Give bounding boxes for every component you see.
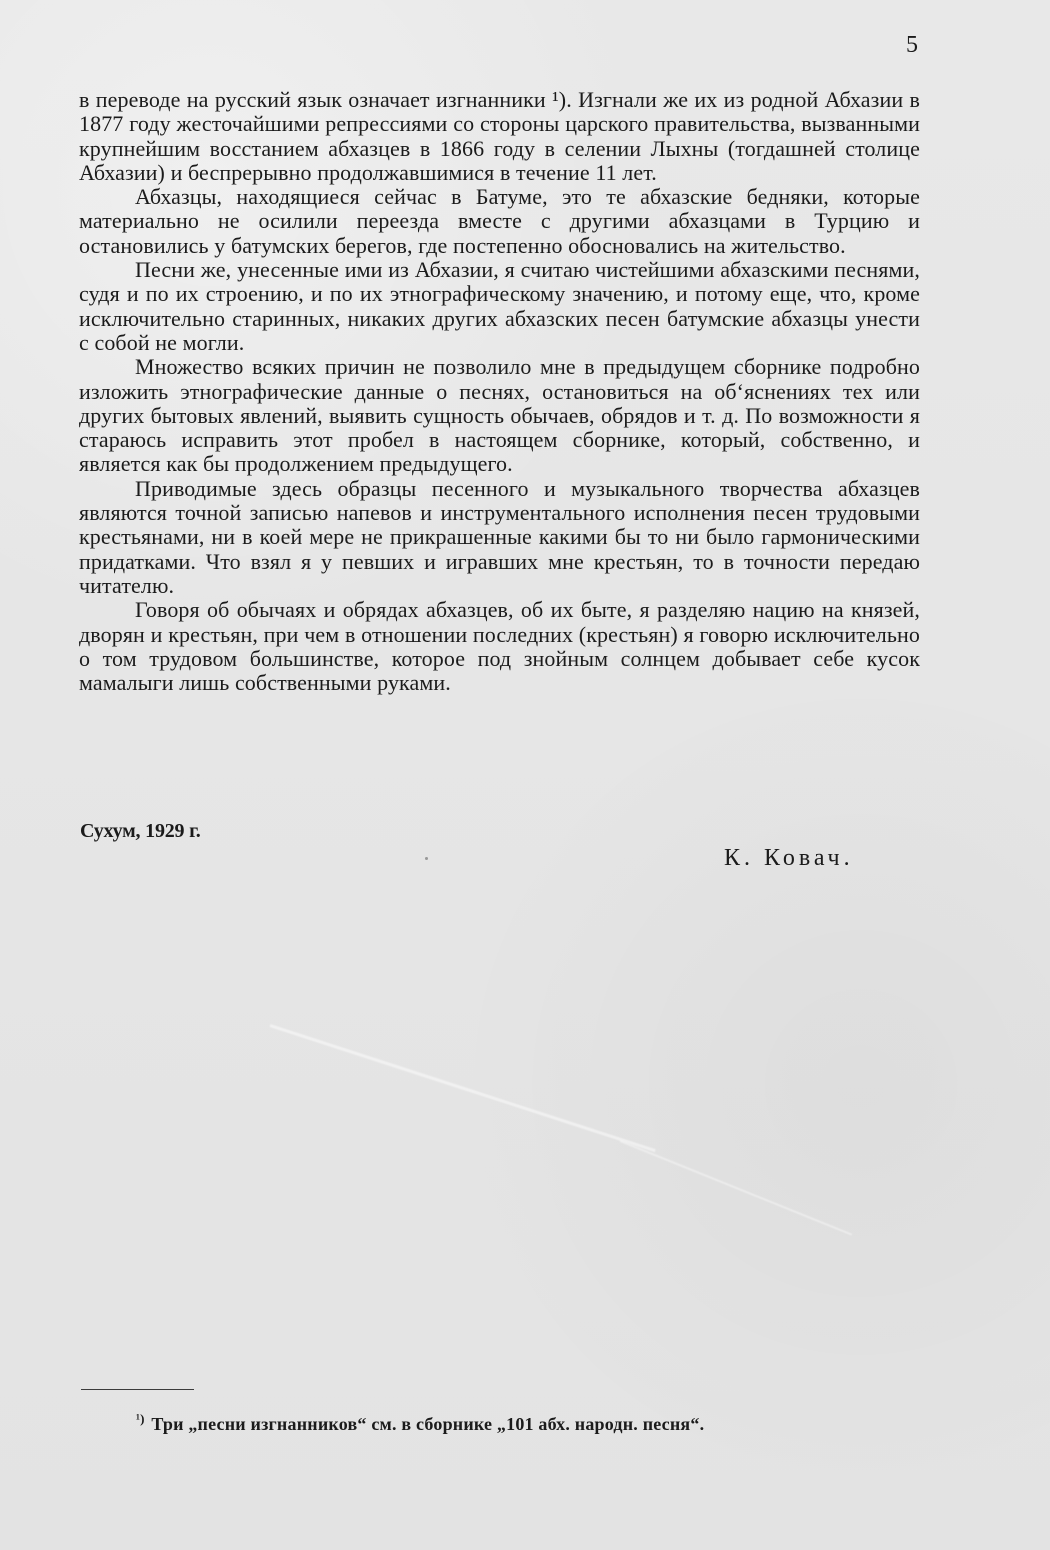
scan-streak [270, 1024, 656, 1152]
paragraph: Абхазцы, находящиеся сейчас в Батуме, это те абхазские бедняки, которые материально не осилили переезда вместе с другими абхазцами в Турцию и остановились у батумских берегов, где постепенно обосновались на жительство. [79, 184, 920, 258]
footnote-divider [81, 1389, 194, 1390]
main-text [79, 88, 920, 695]
paragraph: Говоря об обычаях и обрядах абхазцев, об их быте, я разделяю нацию на князей, дворян и крестьян, при чем в отношении последних (крестьян) я говорю исключительно о том трудовом большинстве, которое под знойным солнцем добывает себе кусок мамалыги лишь собственными руками. [79, 597, 920, 696]
footnote [136, 1411, 704, 1435]
scan-speck [425, 857, 428, 860]
footnote-text: Три „песни изгнанников“ см. в сборнике „101 абх. народн. песня“. [151, 1414, 705, 1434]
page-number: 5 [906, 32, 918, 58]
paragraph: в переводе на русский язык означает изгнанники ¹). Изгнали же их из родной Абхазии в 1877 году жесточайшими репрессиями со стороны царского правительства, вызванными крупнейшим восстанием абхазцев в 1866 году в селении Лыхны (тогдашней столице Абхазии) и беспрерывно продолжавшимися в течение 11 лет. [79, 87, 920, 185]
paragraph: Приводимые здесь образцы песенного и музыкального творчества абхазцев являются точной записью напевов и инструментального исполнения песен трудовыми крестьянами, ни в коей мере не прикрашенные какими бы то ни было гармоническими придатками. Что взял я у певших и игравших мне крестьян, то в точности передаю читателю. [79, 475, 920, 598]
scan-streak [620, 1140, 853, 1236]
paragraph: Песни же, унесенные ими из Абхазии, я считаю чистейшими абхазскими песнями, судя и по их строению, и по их этнографическому значению, и потому еще, что, кроме исключительно старинных, никаких других абхазских песен батумские абхазцы унести с собой не могли. [79, 257, 920, 355]
author-signature: К. Ковач. [724, 845, 854, 871]
footnote-marker: ¹) [136, 1411, 145, 1426]
paragraph: Множество всяких причин не позволило мне в предыдущем сборнике подробно изложить этнографические данные о песнях, остановиться на об‘яснениях тех или других бытовых явлений, выявить сущность обычаев, обрядов и т. д. По возможности я стараюсь исправить этот пробел в настоящем сборнике, который, собственно, и является как бы продолжением предыдущего. [79, 354, 920, 477]
place-date: Сухум, 1929 г. [80, 820, 201, 842]
